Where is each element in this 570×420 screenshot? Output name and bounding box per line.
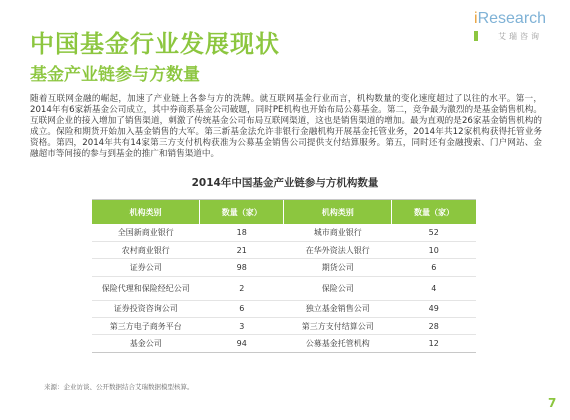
header-count-1: 数量（家） xyxy=(200,200,284,224)
table-cell: 94 xyxy=(200,335,284,352)
body-paragraph: 随着互联网金融的崛起，加速了产业链上各参与方的洗牌。就互联网基金行业而言，机构数量的变化速度超过了以往的水平。第一，2014年有6家新基金公司成立，其中券商系基金公司破题，同时PE机构也开始布局公募基金。第二，竞争最为激烈的是基金销售机构。互联网企业的接入增加了销售渠道，刺激了传统基金公司布局互联网渠道，这也是销售渠道的增加。最为直观的是26家基金销售机构的成立。保险和期货开始加入基金销售的大军。第三新基金法允许非银行金融机构开展基金托管业务，2014年共12家机构获得托管业务资格。第四，2014年共有14家第三方支付机构获准为公募基金销售公司提供支付结算服务。第五，同时还有金融搜索、门户网站、金融超市等间接的参与到基金的推广和销售渠道中。 xyxy=(30,94,542,159)
table-cell: 城市商业银行 xyxy=(313,227,362,237)
table-row xyxy=(92,318,476,335)
table-cell: 3 xyxy=(200,318,284,335)
table-row xyxy=(92,224,476,241)
table-row xyxy=(92,259,476,276)
table-cell: 10 xyxy=(392,241,477,258)
header-category-2: 机构类别 xyxy=(284,200,392,224)
logo-accent-bar xyxy=(474,31,478,41)
logo-prefix: i xyxy=(474,10,478,27)
iresearch-logo xyxy=(474,10,554,50)
table-cell: 6 xyxy=(200,300,284,317)
header-count-2: 数量（家） xyxy=(392,200,477,224)
table-cell: 农村商业银行 xyxy=(92,241,200,258)
table-row xyxy=(92,300,476,317)
logo-name: Research xyxy=(477,10,547,27)
table-row xyxy=(92,241,476,258)
source-note: 来源：企业访谈、公开数据结合艾瑞数据模型核算。 xyxy=(44,383,194,391)
data-table xyxy=(92,199,476,353)
table-cell: 保险公司 xyxy=(284,276,392,300)
page-title: 中国基金行业发展现状 xyxy=(30,30,280,58)
table-cell: 49 xyxy=(392,300,477,317)
logo-chinese-name: 艾瑞咨询 xyxy=(498,32,542,41)
table-cell: 4 xyxy=(392,276,477,300)
table-cell: 在华外资法人银行 xyxy=(284,241,392,258)
table-cell: 第三方电子商务平台 xyxy=(92,318,200,335)
page-subtitle: 基金产业链参与方数量 xyxy=(30,65,200,85)
logo-wordmark xyxy=(474,10,546,28)
table-cell: 保险代理和保险经纪公司 xyxy=(92,276,200,300)
table-cell: 2 xyxy=(200,276,284,300)
table-cell: 证券投资咨询公司 xyxy=(92,300,200,317)
table-header-row xyxy=(92,200,476,224)
table-cell: 公募基金托管机构 xyxy=(284,335,392,352)
table-row xyxy=(92,276,476,300)
page-number: 7 xyxy=(548,396,557,410)
table-cell: 28 xyxy=(392,318,477,335)
table-cell: 基金公司 xyxy=(92,335,200,352)
table-cell: 12 xyxy=(392,335,477,352)
table-cell: 第三方支付结算公司 xyxy=(284,318,392,335)
header-category-1: 机构类别 xyxy=(92,200,200,224)
table-title: 2014年中国基金产业链参与方机构数量 xyxy=(191,177,379,189)
table-cell: 21 xyxy=(200,241,284,258)
table-cell: 独立基金销售公司 xyxy=(284,300,392,317)
table-cell: 6 xyxy=(392,259,477,276)
table-cell: 全国新商业银行 xyxy=(117,227,174,237)
table-cell: 18 xyxy=(236,227,247,237)
table-cell: 52 xyxy=(428,227,439,237)
table-cell: 证券公司 xyxy=(92,259,200,276)
table-cell: 期货公司 xyxy=(284,259,392,276)
table-cell: 98 xyxy=(200,259,284,276)
table-row xyxy=(92,335,476,352)
